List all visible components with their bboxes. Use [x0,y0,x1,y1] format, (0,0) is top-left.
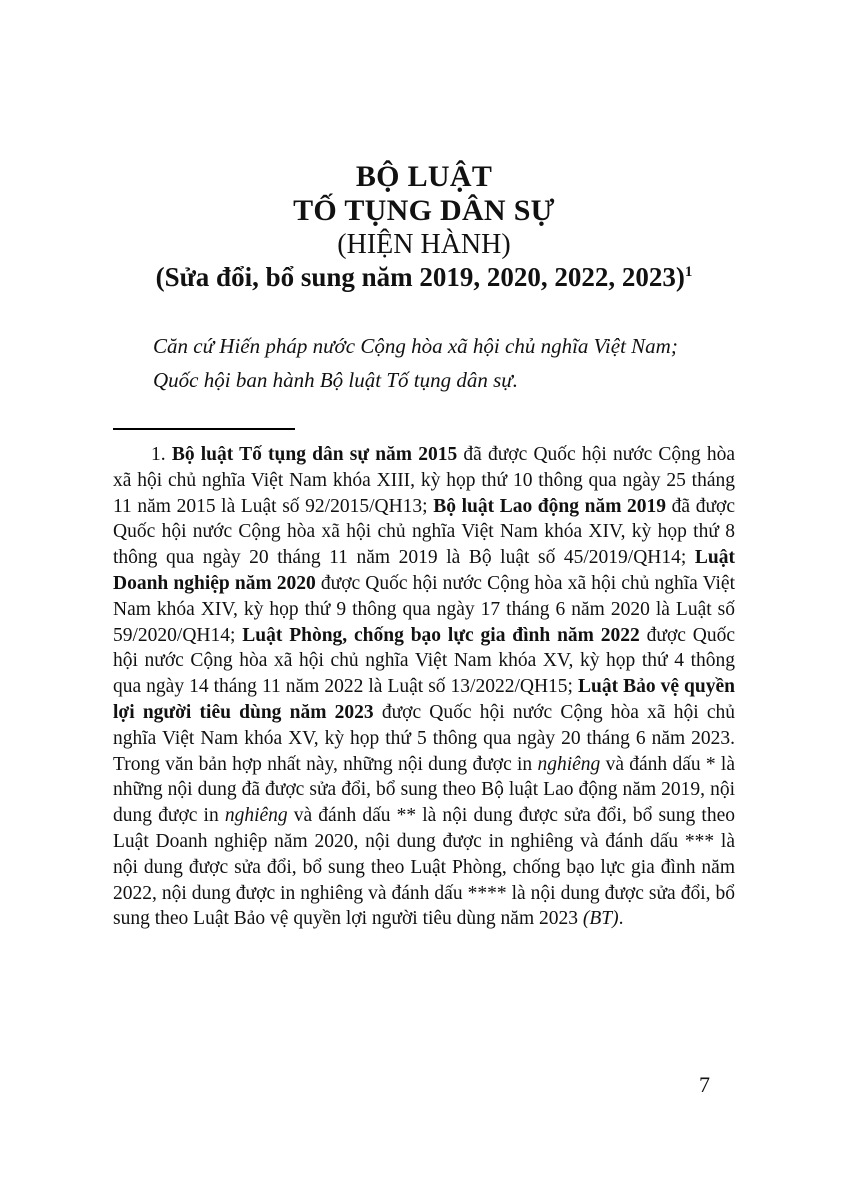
footnote-segment-normal: . [618,908,624,930]
footnote-paragraph [113,442,735,932]
footnote-segment-normal: được Quốc hội nước Cộng hòa xã hội chủ nghĩa Việt Nam khóa XV, kỳ họp thứ 4 thông qua ngày 14 tháng 11 năm 2022 là Luật số 13/2022/QH15; [113,624,735,698]
footnote-segment-bold: Luật Phòng, chống bạo lực gia đình năm 2022 [242,624,640,646]
page-content [113,0,735,932]
title-status-line: (HIỆN HÀNH) [337,229,511,260]
document-title-block [113,0,735,294]
footnote-segment-normal: 1. [151,444,172,465]
footnote-segment-normal: được Quốc hội nước Cộng hòa xã hội chủ nghĩa Việt Nam khóa XV, kỳ họp thứ 5 thông qua ngày 20 tháng 6 năm 2023. Trong văn bản hợp nhất này, những nội dung được in [113,701,735,775]
footnote-segment-bold: Bộ luật Tố tụng dân sự năm 2015 [171,444,458,465]
footnote-segment-bold: Bộ luật Lao động năm 2019 [433,495,667,517]
title-amendments-text: (Sửa đổi, bổ sung năm 2019, 2020, 2022, 2023) [155,262,685,292]
footnote-segment-italic: nghiêng [537,753,601,775]
footnote-segment-normal: và đánh dấu ** là nội dung được sửa đổi, bổ sung theo Luật Doanh nghiệp năm 2020, nội dung được in nghiêng và đánh dấu *** là nội dung được sửa đổi, bổ sung theo Luật Phòng, chống bạo lực gia đình năm 2022, nội dung được in nghiêng và đánh dấu **** là nội dung được sửa đổi, bổ sung theo Luật Bảo vệ quyền lợi người tiêu dùng năm 2023 [113,805,735,930]
footnote-segment-italic: nghiêng [224,805,288,827]
footnote-reference-superscript: 1 [684,264,693,280]
footnote-segment-bold: Luật Bảo vệ quyền lợi người tiêu dùng năm 2023 [113,676,735,723]
footnote-segment-italic: (BT) [582,908,619,930]
preamble-block [113,334,735,393]
footnote-segment-bold: Luật Doanh nghiệp năm 2020 [113,547,735,594]
title-line-1: BỘ LUẬT [355,160,493,193]
footnote-segment-normal: đã được Quốc hội nước Cộng hòa xã hội chủ nghĩa Việt Nam khóa XIII, kỳ họp thứ 10 thông qua ngày 25 tháng 11 năm 2015 là Luật số 92/2015/QH13; [113,444,736,517]
footnote-divider-rule [113,428,295,430]
page-number: 7 [699,1072,710,1097]
footnote-segment-normal: và đánh dấu * là những nội dung đã được sửa đổi, bổ sung theo Bộ luật Lao động năm 2019, nội dung được in [113,753,735,827]
title-amendments-line [113,261,735,294]
preamble-paragraph-2: Quốc hội ban hành Bộ luật Tố tụng dân sự. [153,368,518,392]
footnote-segment-normal: đã được Quốc hội nước Cộng hòa xã hội chủ nghĩa Việt Nam khóa XIV, kỳ họp thứ 8 thông qua ngày 20 tháng 11 năm 2019 là Bộ luật số 45/2019/QH14; [113,495,735,569]
title-line-2: TỐ TỤNG DÂN SỰ [293,194,555,227]
preamble-paragraph-1: Căn cứ Hiến pháp nước Cộng hòa xã hội chủ nghĩa Việt Nam; [153,334,678,358]
footnote-segment-normal: được Quốc hội nước Cộng hòa xã hội chủ nghĩa Việt Nam khóa XIV, kỳ họp thứ 9 thông qua ngày 17 tháng 6 năm 2020 là Luật số 59/2020/QH14; [113,572,735,646]
